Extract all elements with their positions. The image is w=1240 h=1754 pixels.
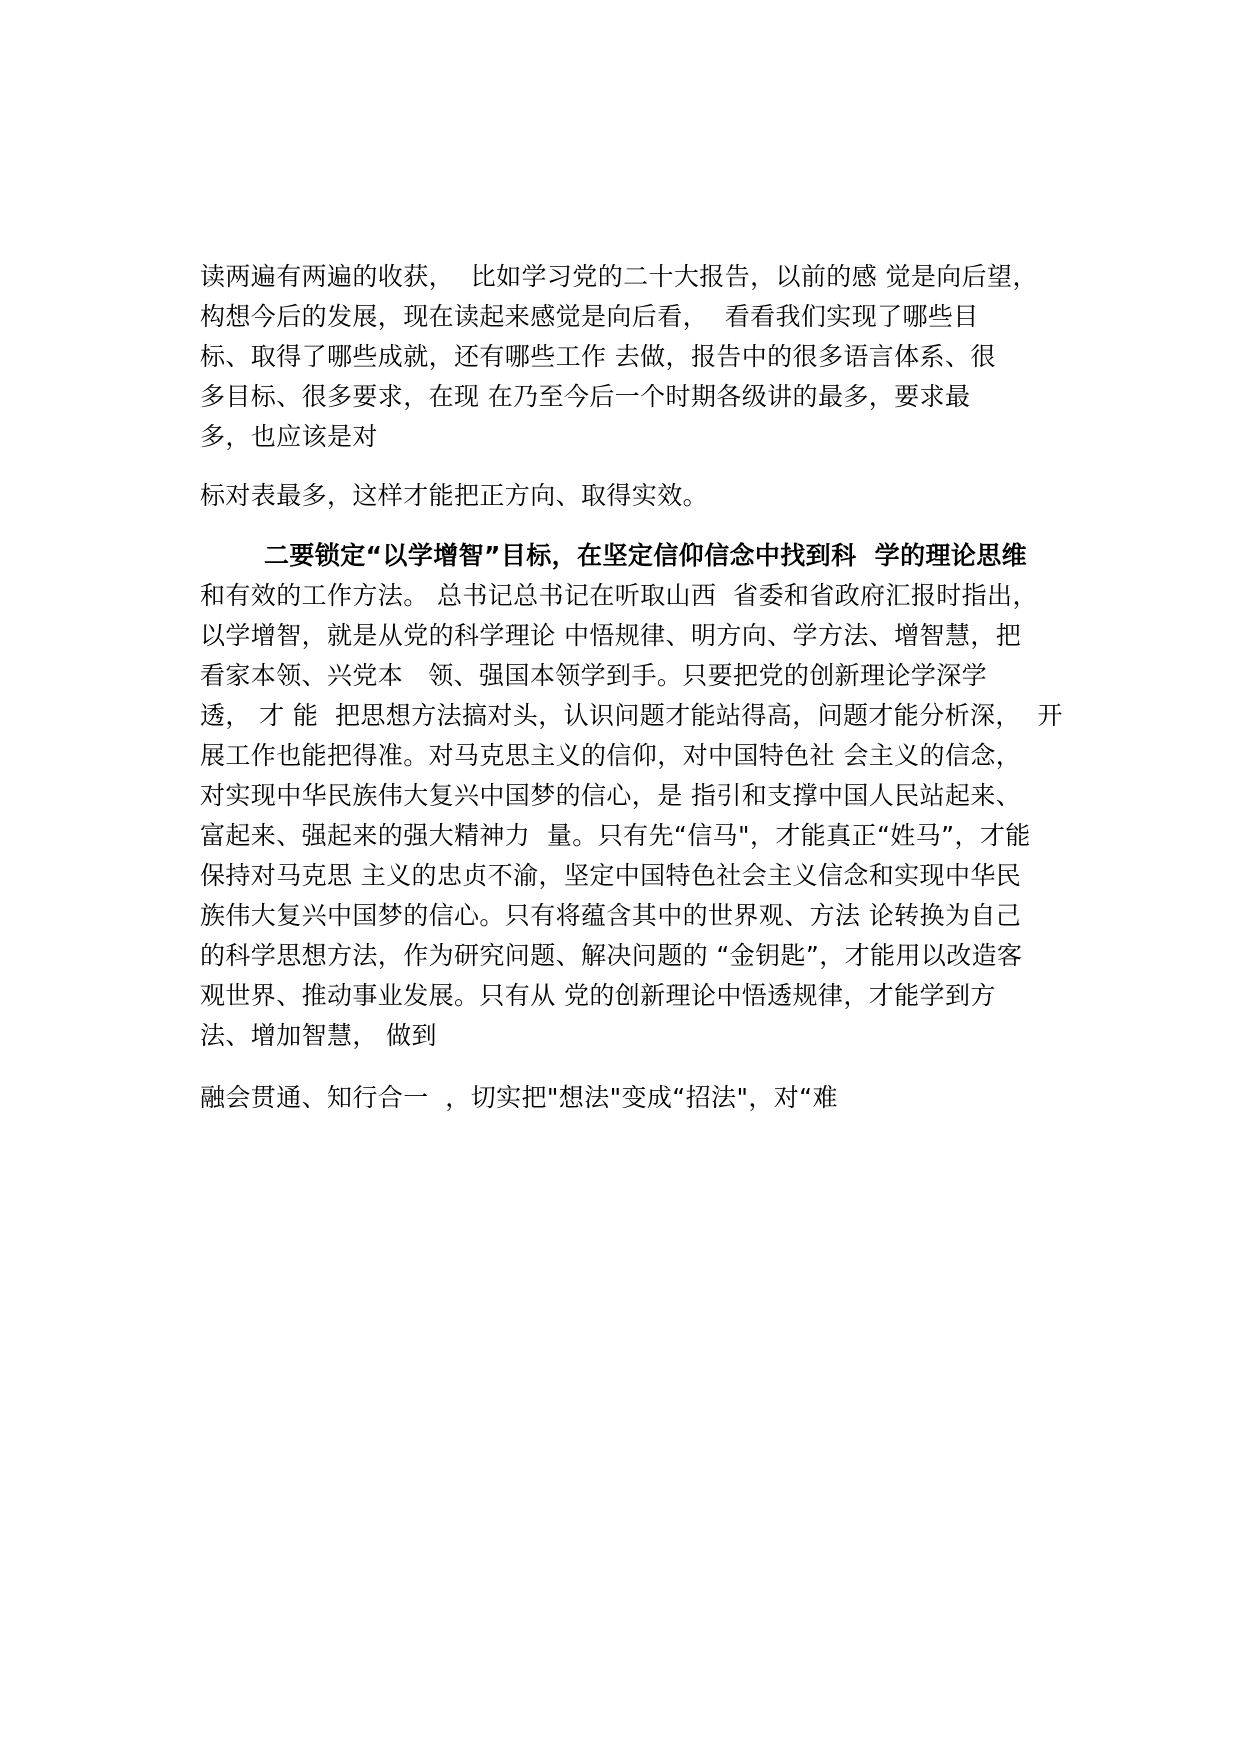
paragraph-line: 构想今后的发展，现在读起来感觉是向后看， 看看我们实现了哪些目 bbox=[200, 302, 979, 331]
paragraph-line: 保持对马克思 主义的忠贞不渝，坚定中国特色社会主义信念和实现中华民 bbox=[200, 861, 1022, 890]
paragraph-line: 展工作也能把得准。对马克思主义的信仰，对中国特色社 会主义的信念， bbox=[200, 741, 1022, 770]
paragraph-line: 对实现中华民族伟大复兴中国梦的信心，是 指引和支撑中国人民站起来、 bbox=[200, 781, 1022, 810]
paragraph-line: 标、取得了哪些成就，还有哪些工作 去做，报告中的很多语言体系、很 bbox=[200, 342, 996, 371]
paragraph-line: 富起来、强起来的强大精神力 量。只有先“信马"，才能真正“姓马”，才能 bbox=[200, 821, 1031, 850]
paragraph-line: 和有效的工作方法。 总书记总书记在听取山西 省委和省政府汇报时指出， bbox=[200, 581, 1038, 610]
paragraph-line: 看家本领、兴党本 领、强国本领学到手。只要把党的创新理论学深学 bbox=[200, 661, 988, 690]
paragraph-line: 标对表最多，这样才能把正方向、取得实效。 bbox=[200, 481, 709, 510]
paragraph-line: 读两遍有两遍的收获， 比如学习党的二十大报告，以前的感 觉是向后望， bbox=[200, 262, 1038, 291]
paragraph-line: 融会贯通、知行合一 ，切实把"想法"变成“招法"，对“难 bbox=[200, 1083, 838, 1112]
paragraph-line: 多目标、很多要求，在现 在乃至今后一个时期各级讲的最多，要求最 bbox=[200, 382, 971, 411]
paragraph-line: 的科学思想方法，作为研究问题、解决问题的 “金钥匙”，才能用以改造客 bbox=[200, 941, 1023, 970]
section-heading: 二要锁定“以学增智”目标，在坚定信仰信念中找到科 学的理论思维 bbox=[264, 541, 1028, 570]
paragraph-line: 多，也应该是对 bbox=[200, 422, 378, 451]
paragraph-line: 以学增智，就是从党的科学理论 中悟规律、明方向、学方法、增智慧，把 bbox=[200, 621, 1022, 650]
paragraph-line: 透， 才 能 把思想方法搞对头，认识问题才能站得高，问题才能分析深， 开 bbox=[200, 701, 1063, 730]
paragraph-line: 法、增加智慧， 做到 bbox=[200, 1021, 437, 1050]
paragraph-line: 族伟大复兴中国梦的信心。只有将蕴含其中的世界观、方法 论转换为自己 bbox=[200, 901, 1022, 930]
paragraph-line: 观世界、推动事业发展。只有从 党的创新理论中悟透规律，才能学到方 bbox=[200, 981, 996, 1010]
